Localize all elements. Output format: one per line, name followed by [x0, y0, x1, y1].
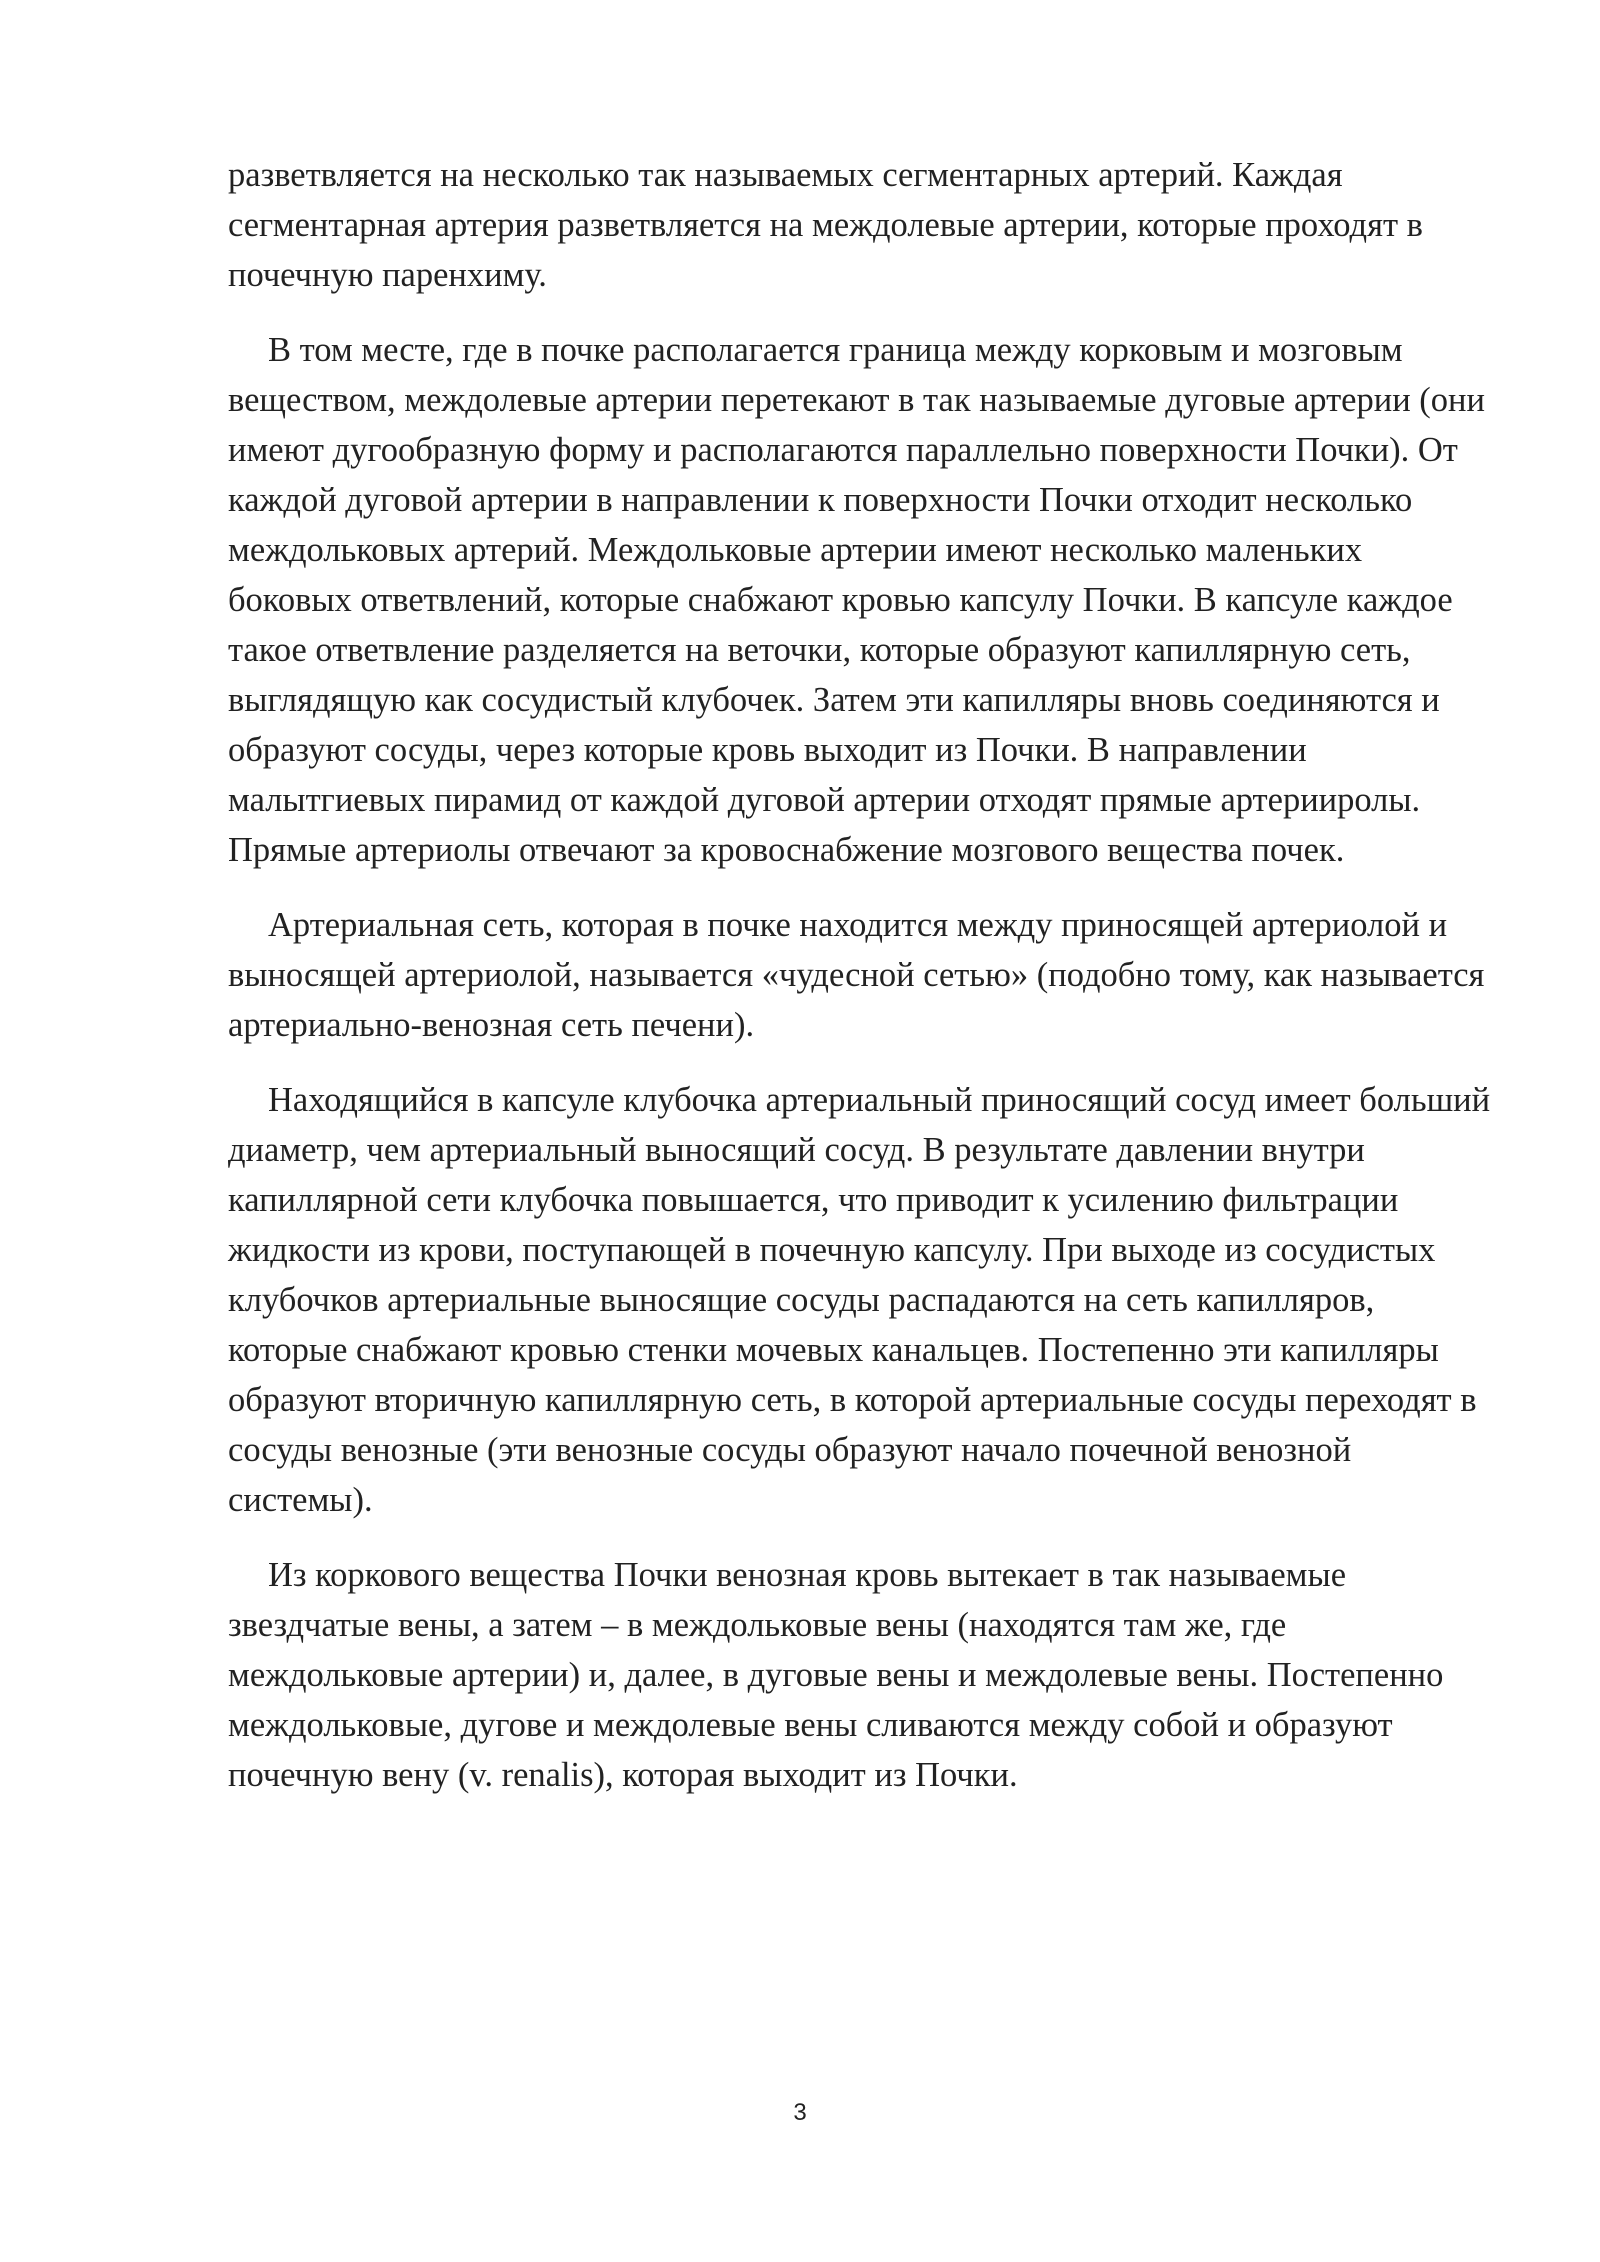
paragraph-2: В том месте, где в почке располагается граница между корковым и мозговым веществом, междолевые артерии перетекают в так называемые дуговые артерии (они имеют дугообразную форму и располагаются параллельно поверхности Почки). От каждой дуговой артерии в направлении к поверхности Почки отходит несколько междольковых артерий. Междольковые артерии имеют несколько маленьких боковых ответвлений, которые снабжают кровью капсулу Почки. В капсуле каждое такое ответвление разделяется на веточки, которые образуют капиллярную сеть, выглядящую как сосудистый клубочек. Затем эти капилляры вновь соединяются и образуют сосуды, через которые кровь выходит из Почки. В направлении малытгиевых пирамид от каждой дуговой артерии отходят прямые артерииролы. Прямые артериолы отвечают за кровоснабжение мозгового вещества почек. — [228, 331, 1485, 869]
body-text — [228, 150, 1493, 1825]
paragraph-4: Находящийся в капсуле клубочка артериальный приносящий сосуд имеет больший диаметр, чем артериальный выносящий сосуд. В результате давлении внутри капиллярной сети клубочка повышается, что приводит к усилению фильтрации жидкости из крови, поступающей в почечную капсулу. При выходе из сосудистых клубочков артериальные выносящие сосуды распадаются на сеть капилляров, которые снабжают кровью стенки мочевых канальцев. Постепенно эти капилляры образуют вторичную капиллярную сеть, в которой артериальные сосуды переходят в сосуды венозные (эти венозные сосуды образуют начало почечной венозной системы). — [228, 1081, 1491, 1519]
paragraph-5: Из коркового вещества Почки венозная кровь вытекает в так называемые звездчатые вены, а затем – в междольковые вены (находятся там же, где междольковые артерии) и, далее, в дуговые вены и междолевые вены. Постепенно междольковые, дугове и междолевые вены сливаются между собой и образуют почечную вену (v. renalis), которая выходит из Почки. — [228, 1556, 1444, 1794]
paragraph-1: разветвляется на несколько так называемых сегментарных артерий. Каждая сегментарная артерия разветвляется на междолевые артерии, которые проходят в почечную паренхиму. — [228, 156, 1423, 294]
page-number: 3 — [793, 2099, 807, 2126]
paragraph-3: Артериальная сеть, которая в почке находится между приносящей артериолой и выносящей артериолой, называется «чудесной сетью» (подобно тому, как называется артериально-венозная сеть печени). — [228, 906, 1485, 1044]
